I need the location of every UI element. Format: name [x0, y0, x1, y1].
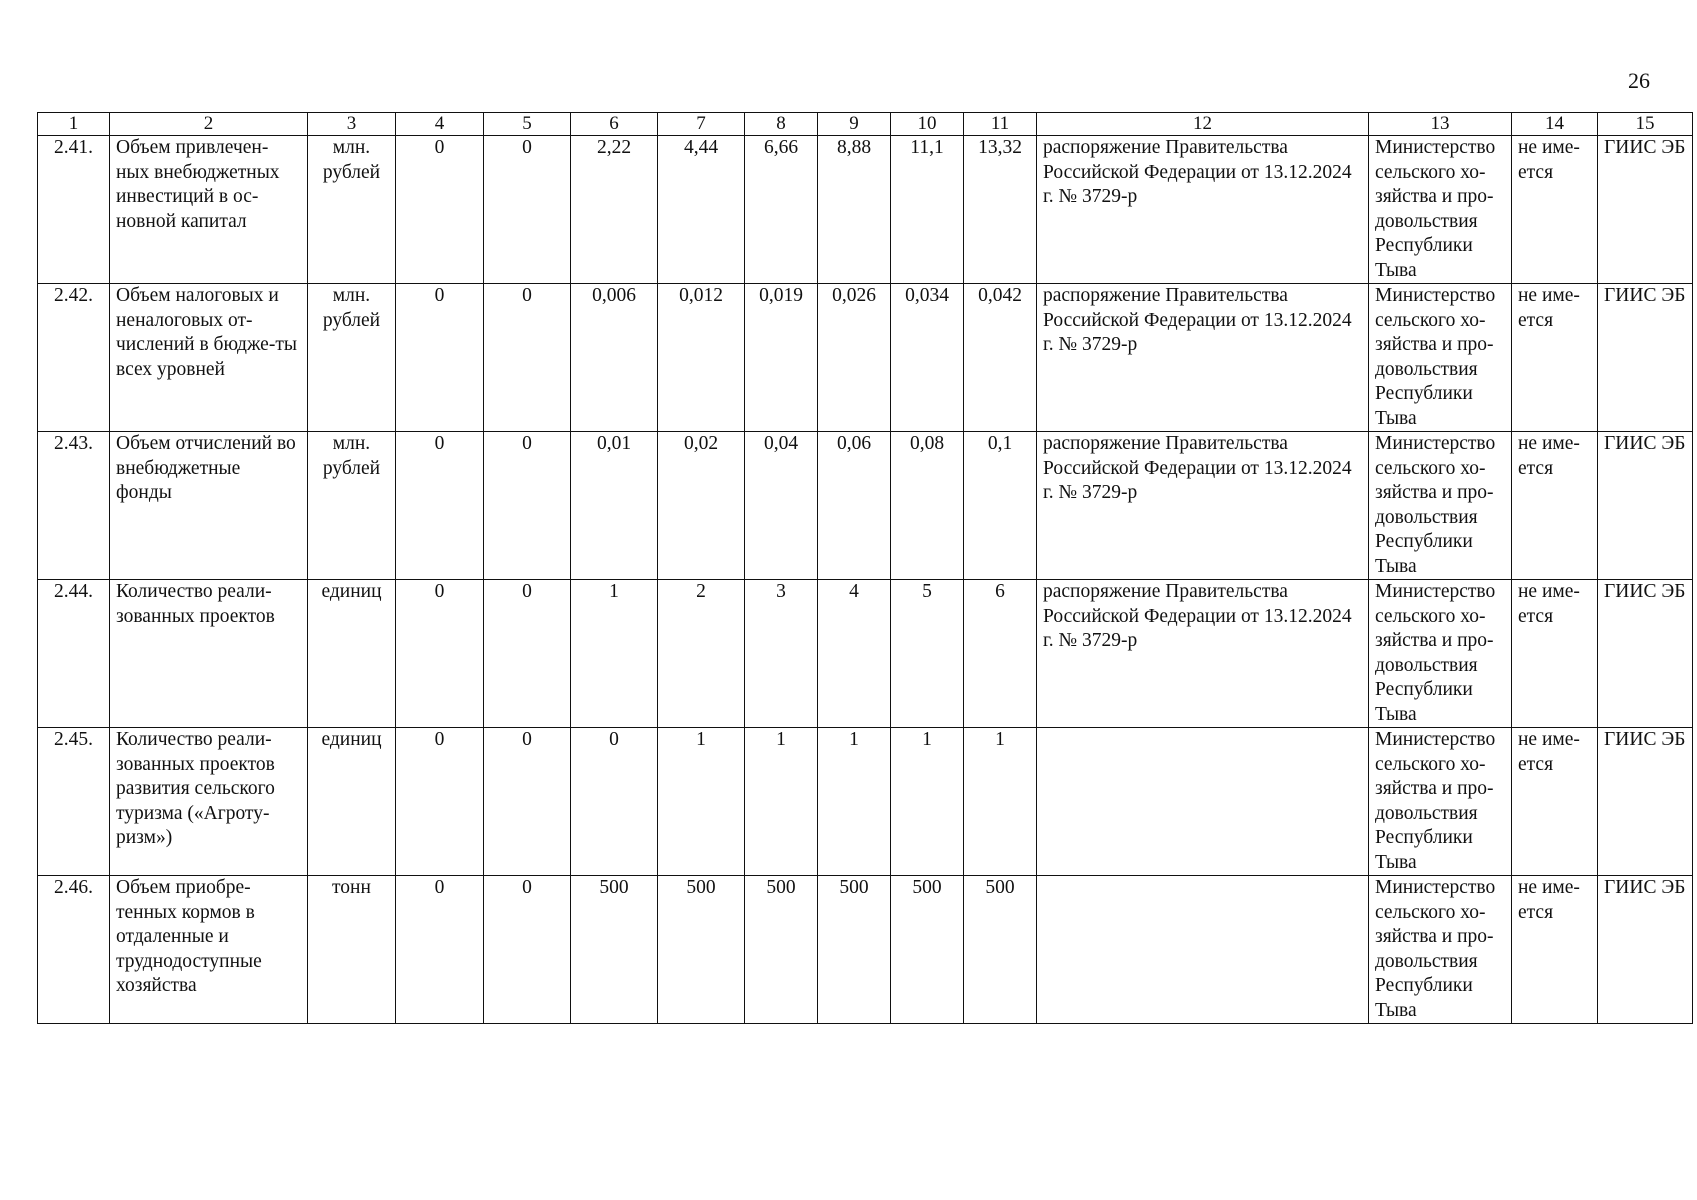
header-cell: 6: [571, 113, 658, 136]
row-number: 2.45.: [38, 728, 110, 876]
indicator-name: Объем отчислений во внебюджетные фонды: [110, 432, 308, 580]
unit: единиц: [308, 728, 396, 876]
information-system: ГИИС ЭБ: [1598, 284, 1693, 432]
value-col-6: 1: [571, 580, 658, 728]
unit: единиц: [308, 580, 396, 728]
header-cell: 7: [658, 113, 745, 136]
value-col-11: 1: [964, 728, 1037, 876]
value-col-11: 13,32: [964, 136, 1037, 284]
header-cell: 13: [1369, 113, 1512, 136]
value-col-4: 0: [396, 580, 484, 728]
table-row: [38, 284, 1693, 432]
document-reference: распоряжение Правительства Российской Федерации от 13.12.2024 г. № 3729-р: [1037, 432, 1369, 580]
header-cell: 2: [110, 113, 308, 136]
header-row: [38, 113, 1693, 136]
value-col-8: 0,04: [745, 432, 818, 580]
indicator-name: Количество реали-зованных проектов: [110, 580, 308, 728]
table-row: [38, 580, 1693, 728]
indicator-name: Объем приобре-тенных кормов в отдаленные и труднодоступные хозяйства: [110, 876, 308, 1024]
page-number: 26: [1628, 68, 1650, 93]
value-col-5: 0: [484, 876, 571, 1024]
value-col-7: 500: [658, 876, 745, 1024]
header-cell: 3: [308, 113, 396, 136]
relation: не име-ется: [1512, 284, 1598, 432]
document-reference: [1037, 876, 1369, 1024]
header-cell: 5: [484, 113, 571, 136]
table-row: [38, 136, 1693, 284]
value-col-7: 0,02: [658, 432, 745, 580]
value-col-9: 8,88: [818, 136, 891, 284]
unit: млн. рублей: [308, 284, 396, 432]
value-col-4: 0: [396, 136, 484, 284]
responsible-body: Министерство сельского хо-зяйства и про-довольствия Республики Тыва: [1369, 284, 1512, 432]
value-col-7: 4,44: [658, 136, 745, 284]
value-col-6: 2,22: [571, 136, 658, 284]
value-col-4: 0: [396, 432, 484, 580]
relation: не име-ется: [1512, 136, 1598, 284]
row-number: 2.46.: [38, 876, 110, 1024]
value-col-8: 3: [745, 580, 818, 728]
information-system: ГИИС ЭБ: [1598, 136, 1693, 284]
header-cell: 14: [1512, 113, 1598, 136]
relation: не име-ется: [1512, 580, 1598, 728]
header-cell: 9: [818, 113, 891, 136]
value-col-8: 500: [745, 876, 818, 1024]
unit: млн. рублей: [308, 432, 396, 580]
value-col-9: 500: [818, 876, 891, 1024]
responsible-body: Министерство сельского хо-зяйства и про-довольствия Республики Тыва: [1369, 136, 1512, 284]
table-row: [38, 728, 1693, 876]
indicator-name: Объем налоговых и неналоговых от-числений в бюдже-ты всех уровней: [110, 284, 308, 432]
header-cell: 15: [1598, 113, 1693, 136]
row-number: 2.42.: [38, 284, 110, 432]
row-number: 2.41.: [38, 136, 110, 284]
value-col-4: 0: [396, 728, 484, 876]
value-col-11: 0,042: [964, 284, 1037, 432]
value-col-9: 0,06: [818, 432, 891, 580]
relation: не име-ется: [1512, 432, 1598, 580]
value-col-8: 0,019: [745, 284, 818, 432]
responsible-body: Министерство сельского хо-зяйства и про-довольствия Республики Тыва: [1369, 432, 1512, 580]
information-system: ГИИС ЭБ: [1598, 876, 1693, 1024]
value-col-11: 0,1: [964, 432, 1037, 580]
header-cell: 1: [38, 113, 110, 136]
document-reference: распоряжение Правительства Российской Федерации от 13.12.2024 г. № 3729-р: [1037, 136, 1369, 284]
header-cell: 12: [1037, 113, 1369, 136]
value-col-5: 0: [484, 284, 571, 432]
value-col-4: 0: [396, 284, 484, 432]
value-col-10: 0,034: [891, 284, 964, 432]
value-col-5: 0: [484, 728, 571, 876]
table-row: [38, 876, 1693, 1024]
value-col-11: 6: [964, 580, 1037, 728]
value-col-7: 0,012: [658, 284, 745, 432]
information-system: ГИИС ЭБ: [1598, 432, 1693, 580]
document-reference: распоряжение Правительства Российской Федерации от 13.12.2024 г. № 3729-р: [1037, 580, 1369, 728]
value-col-8: 1: [745, 728, 818, 876]
value-col-10: 1: [891, 728, 964, 876]
table-row: [38, 432, 1693, 580]
information-system: ГИИС ЭБ: [1598, 728, 1693, 876]
information-system: ГИИС ЭБ: [1598, 580, 1693, 728]
header-cell: 10: [891, 113, 964, 136]
relation: не име-ется: [1512, 876, 1598, 1024]
value-col-6: 0,006: [571, 284, 658, 432]
relation: не име-ется: [1512, 728, 1598, 876]
value-col-6: 0: [571, 728, 658, 876]
value-col-6: 500: [571, 876, 658, 1024]
row-number: 2.44.: [38, 580, 110, 728]
responsible-body: Министерство сельского хо-зяйства и про-довольствия Республики Тыва: [1369, 728, 1512, 876]
value-col-4: 0: [396, 876, 484, 1024]
header-cell: 4: [396, 113, 484, 136]
value-col-11: 500: [964, 876, 1037, 1024]
indicators-table: [37, 112, 1693, 1024]
row-number: 2.43.: [38, 432, 110, 580]
responsible-body: Министерство сельского хо-зяйства и про-довольствия Республики Тыва: [1369, 580, 1512, 728]
value-col-9: 1: [818, 728, 891, 876]
value-col-9: 0,026: [818, 284, 891, 432]
value-col-5: 0: [484, 432, 571, 580]
value-col-9: 4: [818, 580, 891, 728]
value-col-7: 2: [658, 580, 745, 728]
value-col-10: 0,08: [891, 432, 964, 580]
value-col-8: 6,66: [745, 136, 818, 284]
document-reference: распоряжение Правительства Российской Федерации от 13.12.2024 г. № 3729-р: [1037, 284, 1369, 432]
value-col-6: 0,01: [571, 432, 658, 580]
value-col-10: 500: [891, 876, 964, 1024]
header-cell: 11: [964, 113, 1037, 136]
value-col-10: 5: [891, 580, 964, 728]
value-col-5: 0: [484, 136, 571, 284]
value-col-10: 11,1: [891, 136, 964, 284]
unit: тонн: [308, 876, 396, 1024]
responsible-body: Министерство сельского хо-зяйства и про-довольствия Республики Тыва: [1369, 876, 1512, 1024]
unit: млн. рублей: [308, 136, 396, 284]
value-col-5: 0: [484, 580, 571, 728]
header-cell: 8: [745, 113, 818, 136]
indicator-name: Объем привлечен-ных внебюджетных инвестиций в ос-новной капитал: [110, 136, 308, 284]
value-col-7: 1: [658, 728, 745, 876]
document-reference: [1037, 728, 1369, 876]
indicator-name: Количество реали-зованных проектов развития сельского туризма («Агроту-ризм»): [110, 728, 308, 876]
